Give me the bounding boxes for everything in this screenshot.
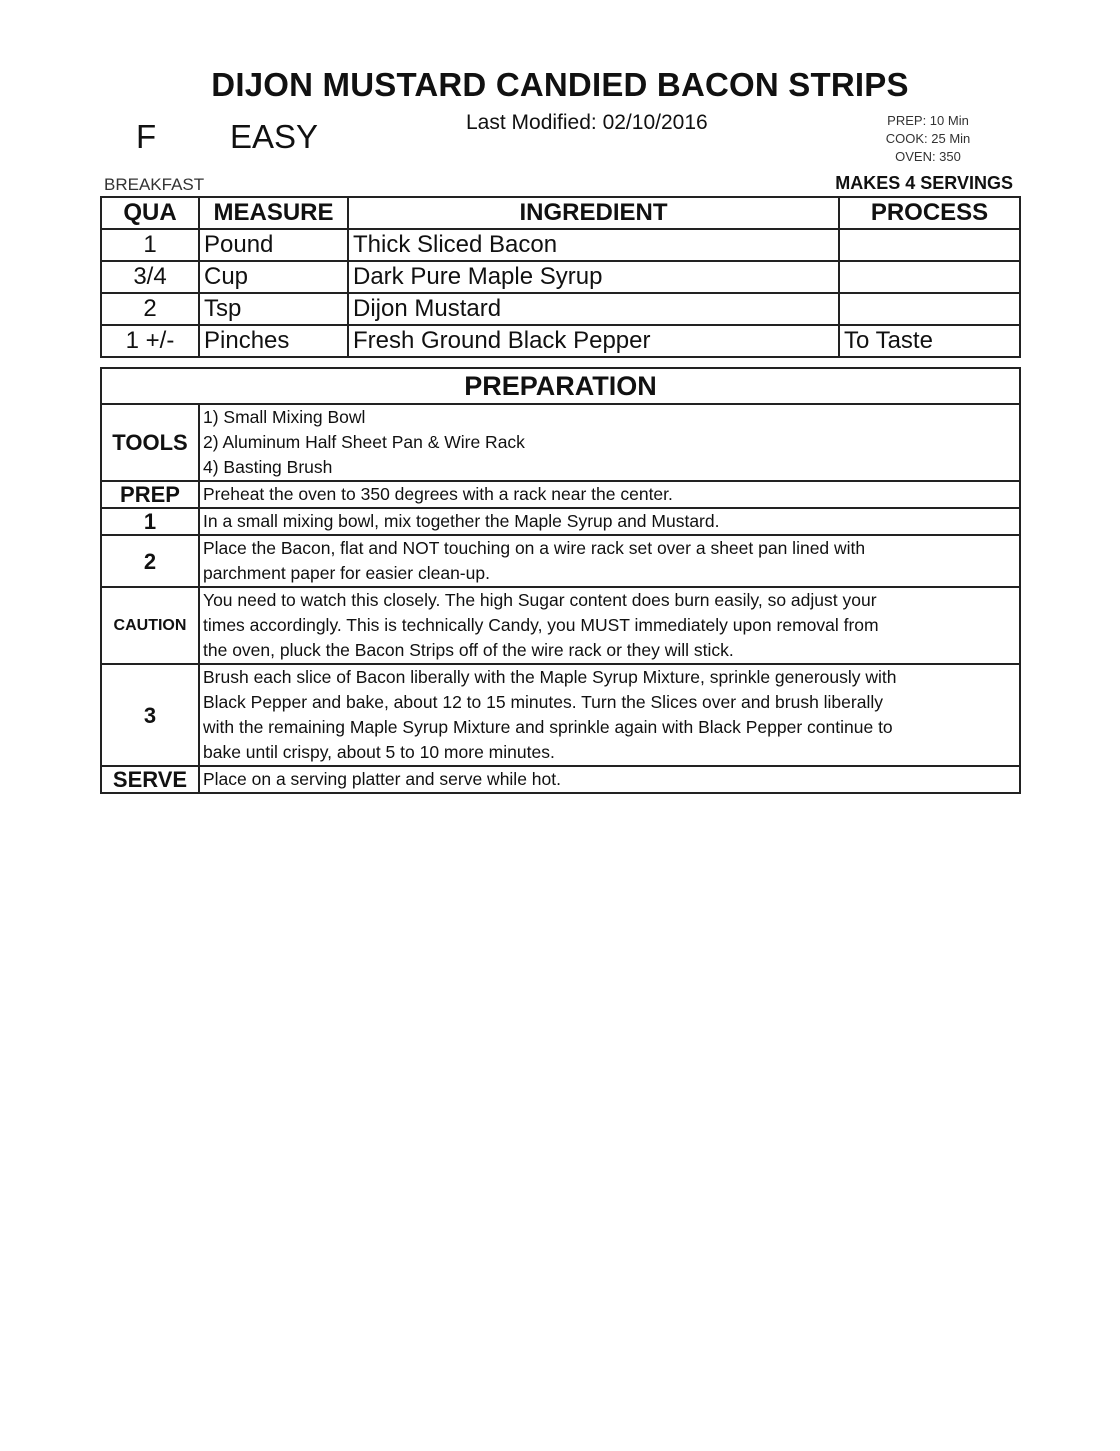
prep-time: PREP: 10 Min bbox=[887, 113, 969, 128]
recipe-grade: F bbox=[136, 118, 157, 155]
step-label: 3 bbox=[101, 664, 199, 766]
ingredient-row bbox=[101, 293, 1020, 325]
recipe-title: DIJON MUSTARD CANDIED BACON STRIPS bbox=[211, 66, 909, 103]
step-line: 4) Basting Brush bbox=[203, 457, 333, 477]
step-line: In a small mixing bowl, mix together the Maple Syrup and Mustard. bbox=[203, 511, 720, 531]
recipe-category: BREAKFAST bbox=[104, 175, 205, 194]
ingredient-process bbox=[839, 293, 1020, 325]
preparation-table bbox=[100, 367, 1021, 794]
ingredients-header-row bbox=[101, 197, 1020, 229]
ingredient-row bbox=[101, 325, 1020, 357]
step-text bbox=[199, 587, 1020, 664]
ingredient-row bbox=[101, 229, 1020, 261]
ingredient-measure: Cup bbox=[199, 261, 348, 293]
step-text bbox=[199, 664, 1020, 766]
ingredient-quantity: 1 bbox=[101, 229, 199, 261]
ingredient-measure: Pound bbox=[199, 229, 348, 261]
step-text bbox=[199, 508, 1020, 535]
step-line: Place on a serving platter and serve while hot. bbox=[203, 769, 561, 789]
header-process: PROCESS bbox=[839, 197, 1020, 229]
header-measure: MEASURE bbox=[199, 197, 348, 229]
ingredient-measure: Pinches bbox=[199, 325, 348, 357]
step-line: the oven, pluck the Bacon Strips off of the wire rack or they will stick. bbox=[203, 640, 734, 660]
step-row-serve bbox=[101, 766, 1020, 793]
ingredient-name: Fresh Ground Black Pepper bbox=[348, 325, 839, 357]
oven-temp: OVEN: 350 bbox=[895, 149, 961, 164]
step-label: TOOLS bbox=[101, 404, 199, 481]
step-line: You need to watch this closely. The high Sugar content does burn easily, so adjust your bbox=[203, 590, 877, 610]
step-line: Black Pepper and bake, about 12 to 15 minutes. Turn the Slices over and brush liberally bbox=[203, 692, 883, 712]
step-label: PREP bbox=[101, 481, 199, 508]
step-text bbox=[199, 535, 1020, 587]
step-line: Place the Bacon, flat and NOT touching on a wire rack set over a sheet pan lined with bbox=[203, 538, 866, 558]
step-row-1 bbox=[101, 508, 1020, 535]
last-modified-date: Last Modified: 02/10/2016 bbox=[466, 111, 708, 134]
step-line: times accordingly. This is technically Candy, you MUST immediately upon removal from bbox=[203, 615, 879, 635]
ingredient-measure: Tsp bbox=[199, 293, 348, 325]
recipe-servings: MAKES 4 SERVINGS bbox=[835, 173, 1013, 193]
recipe-difficulty: EASY bbox=[230, 118, 319, 155]
step-label: 1 bbox=[101, 508, 199, 535]
step-line: with the remaining Maple Syrup Mixture and sprinkle again with Black Pepper continue to bbox=[203, 717, 893, 737]
step-text bbox=[199, 481, 1020, 508]
ingredient-row bbox=[101, 261, 1020, 293]
ingredient-quantity: 2 bbox=[101, 293, 199, 325]
step-line: 2) Aluminum Half Sheet Pan & Wire Rack bbox=[203, 432, 525, 452]
step-line: 1) Small Mixing Bowl bbox=[203, 407, 366, 427]
step-row-prep bbox=[101, 481, 1020, 508]
step-label: SERVE bbox=[101, 766, 199, 793]
step-text bbox=[199, 404, 1020, 481]
step-text bbox=[199, 766, 1020, 793]
preparation-heading: PREPARATION bbox=[101, 368, 1020, 404]
step-line: parchment paper for easier clean-up. bbox=[203, 563, 490, 583]
ingredient-process bbox=[839, 261, 1020, 293]
step-line: Brush each slice of Bacon liberally with the Maple Syrup Mixture, sprinkle generously with bbox=[203, 667, 897, 687]
cook-time: COOK: 25 Min bbox=[885, 131, 971, 146]
ingredient-quantity: 1 +/- bbox=[101, 325, 199, 357]
ingredient-name: Dark Pure Maple Syrup bbox=[348, 261, 839, 293]
ingredient-process: To Taste bbox=[839, 325, 1020, 357]
step-line: bake until crispy, about 5 to 10 more minutes. bbox=[203, 742, 555, 762]
step-row-caution bbox=[101, 587, 1020, 664]
ingredient-name: Thick Sliced Bacon bbox=[348, 229, 839, 261]
ingredient-name: Dijon Mustard bbox=[348, 293, 839, 325]
ingredient-process bbox=[839, 229, 1020, 261]
step-line: Preheat the oven to 350 degrees with a rack near the center. bbox=[203, 484, 673, 504]
step-row-tools bbox=[101, 404, 1020, 481]
ingredient-quantity: 3/4 bbox=[101, 261, 199, 293]
header-ingredient: INGREDIENT bbox=[348, 197, 839, 229]
ingredients-table bbox=[100, 196, 1021, 358]
recipe-times bbox=[868, 112, 988, 166]
step-row-2 bbox=[101, 535, 1020, 587]
step-label: CAUTION bbox=[101, 587, 199, 664]
step-row-3 bbox=[101, 664, 1020, 766]
step-label: 2 bbox=[101, 535, 199, 587]
header-quantity: QUA bbox=[101, 197, 199, 229]
